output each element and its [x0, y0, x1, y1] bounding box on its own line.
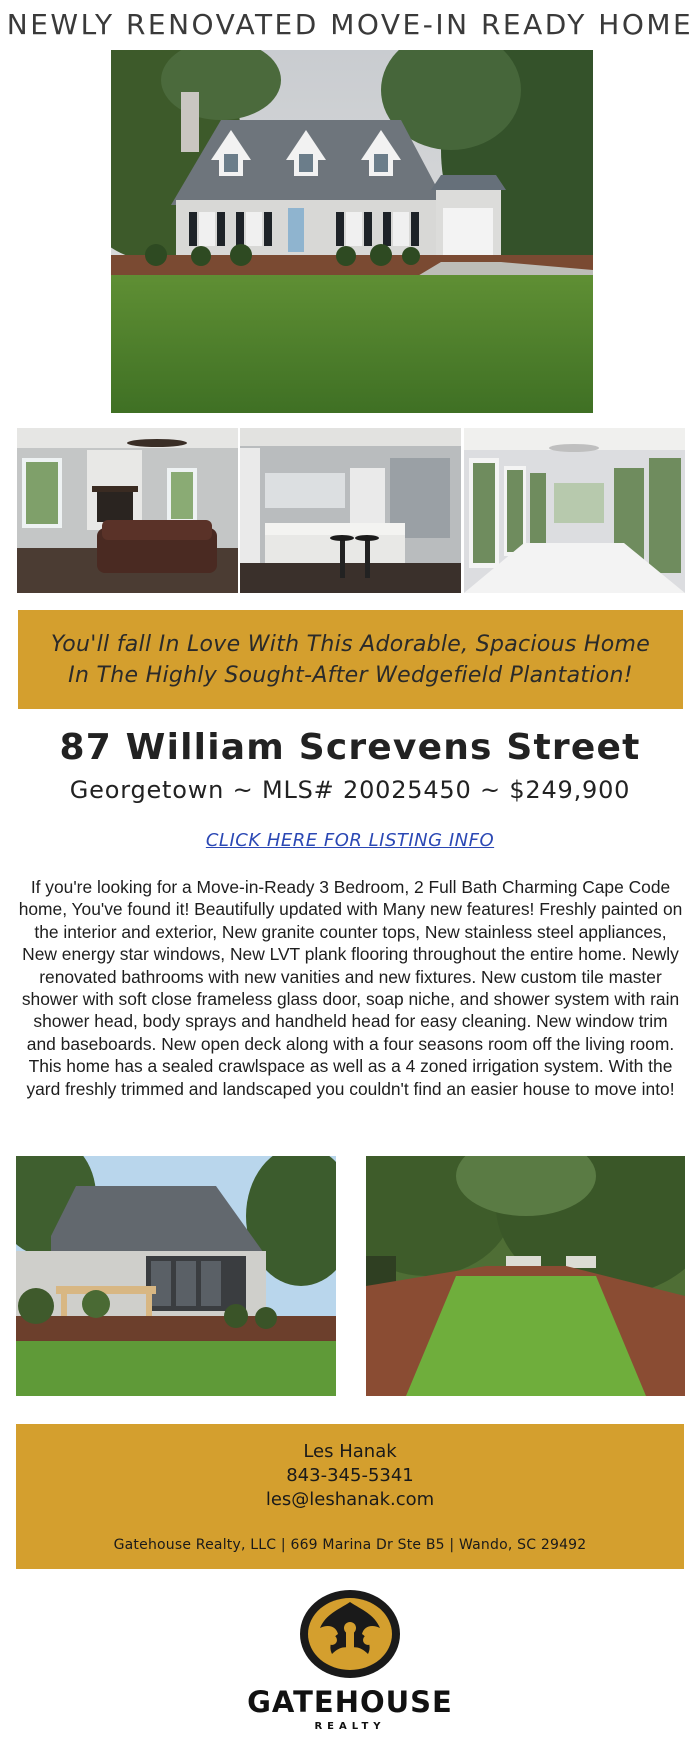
listing-subline: Georgetown ~ MLS# 20025450 ~ $249,900	[69, 776, 631, 804]
agent-name: Les Hanak	[303, 1441, 397, 1462]
tagline-banner	[18, 610, 683, 709]
contact-banner	[16, 1424, 684, 1569]
main-house-photo	[111, 50, 593, 413]
back-deck-photo	[16, 1156, 336, 1396]
brand-subtitle: REALTY	[314, 1721, 386, 1732]
company-address: Gatehouse Realty, LLC | 669 Marina Dr Ste B5 | Wando, SC 29492	[113, 1537, 587, 1553]
agent-email[interactable]: les@leshanak.com	[265, 1489, 435, 1510]
tagline-line-1: You'll fall In Love With This Adorable, Spacious Home	[50, 631, 651, 657]
kitchen-photo	[240, 428, 461, 593]
listing-info-link[interactable]: CLICK HERE FOR LISTING INFO	[205, 830, 495, 851]
listing-description: If you're looking for a Move-in-Ready 3 Bedroom, 2 Full Bath Charming Cape Code home, You've found it! Beautifully updated with Many new features! Freshly painted on the interior and exterior, New granite counter tops, New stainless steel appliances, New energy star windows, New LVT plank flooring throughout the entire home. Newly renovated bathrooms with new vanities and new fixtures. New custom tile master shower with soft close frameless glass door, soap niche, and shower system with rain shower head, body sprays and handheld head for easy cleaning. New window trim and baseboards. New open deck along with a four seasons room off the living room. This home has a sealed crawlspace as well as a 4 zoned irrigation system. With the yard freshly trimmed and landscaped you couldn't find an easier house to move into!	[18, 877, 683, 1099]
sunroom-photo	[464, 428, 685, 593]
listing-address: 87 William Screvens Street	[59, 727, 641, 768]
agent-phone[interactable]: 843-345-5341	[286, 1465, 414, 1486]
backyard-photo	[366, 1156, 685, 1396]
brand-name: GATEHOUSE	[247, 1685, 453, 1719]
tagline-line-2: In The Highly Sought-After Wedgefield Plantation!	[68, 662, 633, 688]
living-room-photo	[17, 428, 238, 593]
headline: NEWLY RENOVATED MOVE-IN READY HOME	[6, 8, 694, 41]
gatehouse-logo-icon	[298, 1588, 402, 1680]
